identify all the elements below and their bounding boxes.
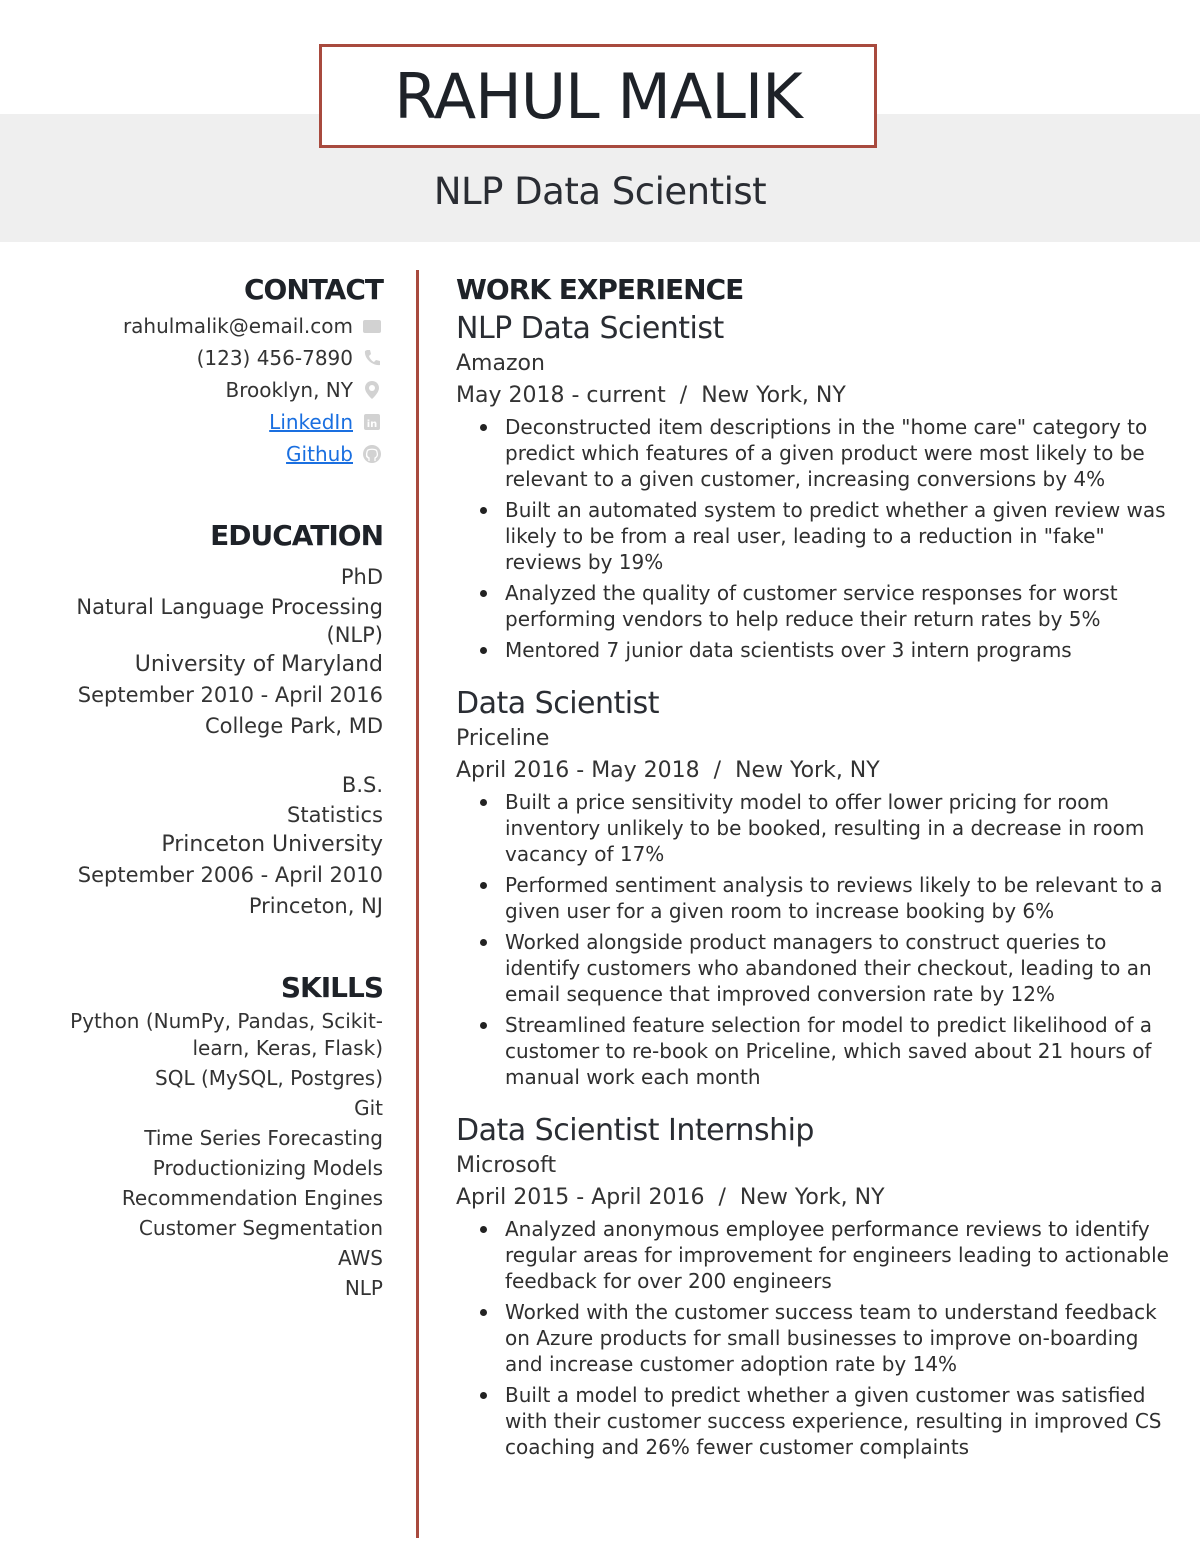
job-title: Data Scientist Internship: [456, 1113, 814, 1148]
github-link[interactable]: Github: [286, 442, 353, 466]
column-divider: [416, 270, 419, 1538]
svg-text:in: in: [366, 419, 378, 430]
skills-section: [40, 968, 383, 1302]
contact-phone: [40, 342, 383, 374]
contact-github: [40, 438, 383, 470]
headline-title: NLP Data Scientist: [433, 170, 767, 213]
degree: PhD: [340, 565, 383, 589]
contact-list: [40, 310, 383, 470]
job-meta: [456, 380, 1171, 412]
job-title: NLP Data Scientist: [456, 311, 724, 346]
name-box: [319, 44, 877, 148]
skill-item: Productionizing Models: [152, 1156, 383, 1180]
bullet-item: Worked with the customer success team to understand feedback on Azure products for small businesses to improve on-boarding and increase customer adoption rate by 14%: [505, 1299, 1171, 1377]
github-icon: [361, 443, 383, 465]
location-text: Brooklyn, NY: [225, 378, 353, 402]
school-name: University of Maryland: [134, 652, 383, 677]
job-meta: [456, 1182, 1171, 1214]
skill-item: Git: [354, 1096, 383, 1120]
company-name: Microsoft: [456, 1153, 557, 1178]
job-dates: April 2016 - May 2018: [456, 758, 700, 783]
skill-item: Customer Segmentation: [138, 1216, 383, 1240]
phone-text: (123) 456-7890: [196, 346, 353, 370]
skills-heading: SKILLS: [280, 971, 383, 1004]
skill-item: SQL (MySQL, Postgres): [155, 1066, 383, 1090]
education-dates: September 2006 - April 2010: [77, 863, 383, 887]
bullet-item: Analyzed the quality of customer service responses for worst performing vendors to help reduce their return rates by 5%: [505, 580, 1171, 632]
job-location: New York, NY: [739, 1185, 885, 1210]
company-name: Amazon: [456, 351, 545, 376]
linkedin-icon: [361, 411, 383, 433]
job-dates: April 2015 - April 2016: [456, 1185, 705, 1210]
contact-linkedin: [40, 406, 383, 438]
skill-item: Recommendation Engines: [121, 1186, 383, 1210]
bullet-item: Analyzed anonymous employee performance reviews to identify regular areas for improvement for engineers leading to actionable feedback for over 200 engineers: [505, 1216, 1171, 1294]
bullet-item: Deconstructed item descriptions in the "home care" category to predict which features of a given product were most likely to be relevant to a given customer, increasing conversions by 4%: [505, 414, 1171, 492]
bullet-item: Streamlined feature selection for model to predict likelihood of a customer to re-book on Priceline, which saved about 21 hours of manual work each month: [505, 1012, 1171, 1090]
bullet-item: Built a price sensitivity model to offer lower pricing for room inventory unlikely to be booked, resulting in a decrease in room vacancy of 17%: [505, 789, 1171, 867]
job-entry: [456, 685, 1171, 1090]
education-dates: September 2010 - April 2016: [77, 683, 383, 707]
contact-heading: CONTACT: [243, 273, 383, 306]
job-separator: /: [679, 383, 688, 408]
education-heading: EDUCATION: [210, 519, 383, 552]
company-name: Priceline: [456, 726, 550, 751]
bullet-item: Built an automated system to predict whether a given review was likely to be from a real user, leading to a reduction in "fake" reviews by 19%: [505, 497, 1171, 575]
linkedin-link[interactable]: LinkedIn: [269, 410, 353, 434]
degree: B.S.: [341, 773, 383, 797]
contact-location: [40, 374, 383, 406]
field-of-study: Natural Language Processing (NLP): [76, 595, 383, 647]
job-meta: [456, 755, 1171, 787]
location-icon: [361, 379, 383, 401]
job-dates: May 2018 - current: [456, 383, 666, 408]
school-name: Princeton University: [161, 832, 383, 857]
work-experience-heading: WORK EXPERIENCE: [456, 273, 744, 306]
skill-item: Python (NumPy, Pandas, Scikit-learn, Keras, Flask): [70, 1009, 383, 1060]
education-section: [40, 516, 383, 922]
job-entry: [456, 1112, 1171, 1460]
right-column: [456, 270, 1171, 1482]
field-of-study: Statistics: [287, 803, 383, 827]
bullet-item: Built a model to predict whether a given customer was satisfied with their customer success experience, resulting in improved CS coaching and 26% fewer customer complaints: [505, 1382, 1171, 1460]
education-location: Princeton, NJ: [248, 894, 383, 918]
job-bullets: [456, 789, 1171, 1090]
education-entry: [40, 562, 383, 742]
contact-email: [40, 310, 383, 342]
job-location: New York, NY: [735, 758, 880, 783]
skill-item: Time Series Forecasting: [144, 1126, 383, 1150]
job-bullets: [456, 414, 1171, 663]
left-column: [40, 270, 383, 1305]
phone-icon: [361, 347, 383, 369]
candidate-name: RAHUL MALIK: [394, 59, 802, 133]
email-text: rahulmalik@email.com: [122, 314, 353, 338]
skill-item: AWS: [337, 1246, 383, 1270]
education-location: College Park, MD: [204, 714, 383, 738]
email-icon: [361, 315, 383, 337]
education-entry: [40, 770, 383, 922]
bullet-item: Performed sentiment analysis to reviews likely to be relevant to a given user for a given room to increase booking by 6%: [505, 872, 1171, 924]
job-separator: /: [713, 758, 722, 783]
job-bullets: [456, 1216, 1171, 1460]
job-title: Data Scientist: [456, 686, 659, 721]
job-entry: [456, 310, 1171, 663]
job-location: New York, NY: [701, 383, 846, 408]
bullet-item: Mentored 7 junior data scientists over 3 intern programs: [505, 637, 1171, 663]
job-separator: /: [718, 1185, 726, 1210]
bullet-item: Worked alongside product managers to construct queries to identify customers who abandoned their checkout, leading to an email sequence that improved conversion rate by 12%: [505, 929, 1171, 1007]
skill-item: NLP: [344, 1276, 383, 1300]
